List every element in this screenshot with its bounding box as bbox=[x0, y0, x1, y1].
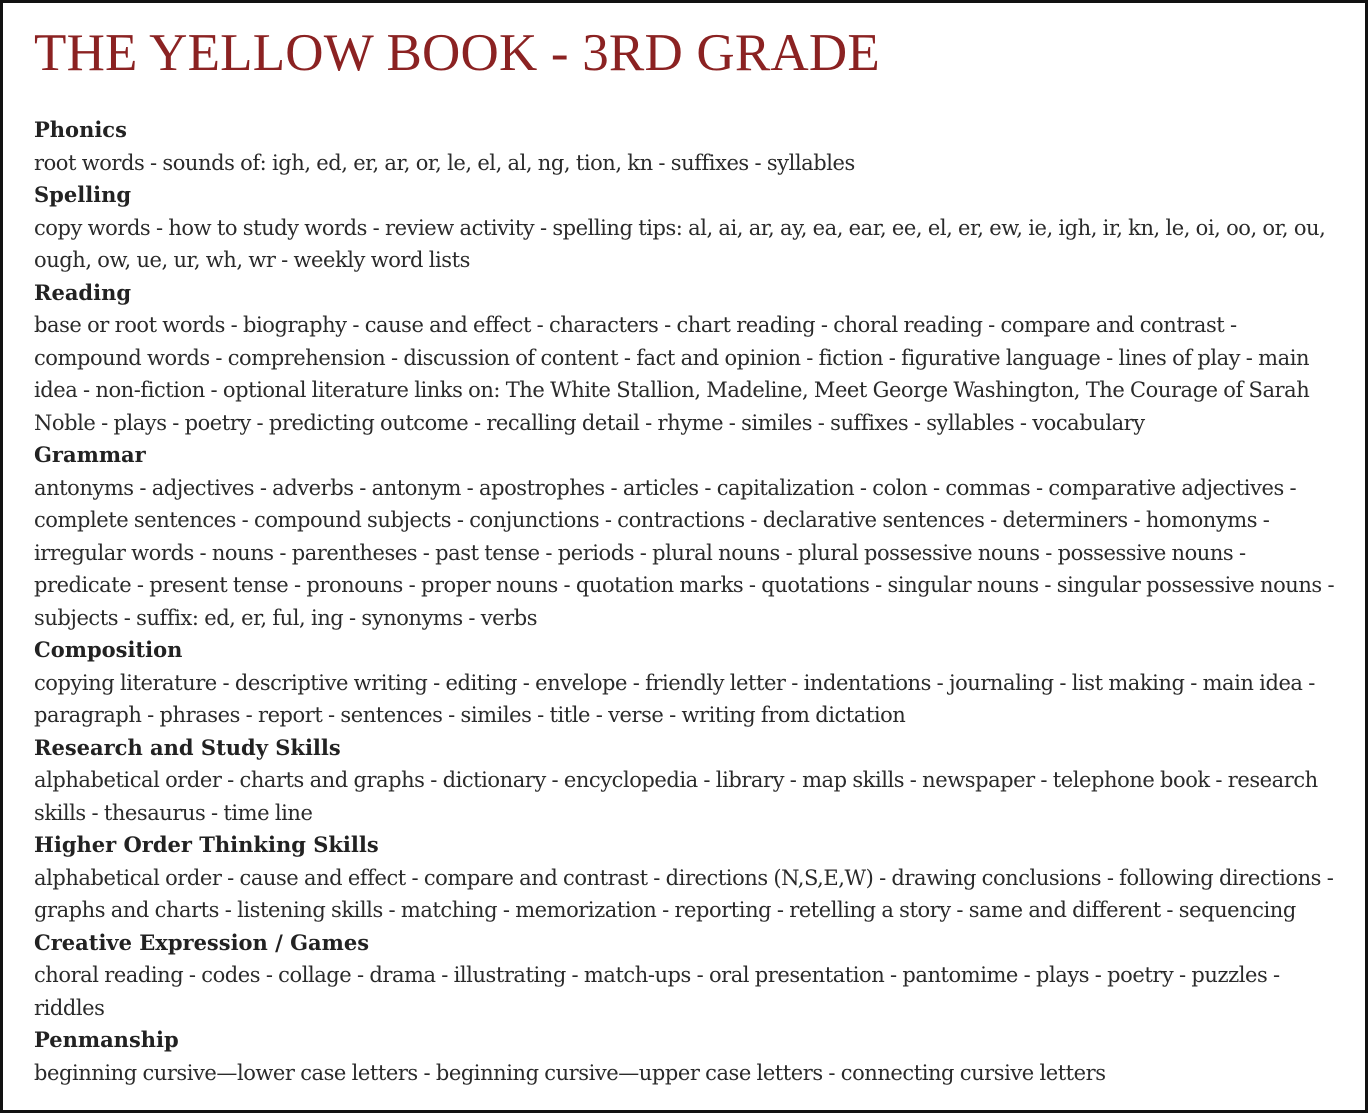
section-text: beginning cursive—lower case letters - beginning cursive—upper case letters - connecting cursive letters bbox=[34, 1060, 1106, 1085]
page-title: THE YELLOW BOOK - 3RD GRADE bbox=[34, 24, 880, 82]
section-creative-expression-games bbox=[34, 927, 1335, 1025]
section-heading: Phonics bbox=[34, 117, 127, 142]
section-higher-order-thinking-skills bbox=[34, 829, 1335, 927]
section-composition bbox=[34, 634, 1335, 732]
section-heading: Research and Study Skills bbox=[34, 734, 341, 760]
section-text: copying literature - descriptive writing - editing - envelope - friendly letter - indentations - journaling - list making - main idea - paragraph - phrases - report - sentences - similes - title - verse - writing from dictation bbox=[34, 670, 1315, 727]
section-heading: Grammar bbox=[34, 442, 146, 467]
section-research-and-study-skills bbox=[34, 732, 1335, 830]
section-text: alphabetical order - charts and graphs - dictionary - encyclopedia - library - map skills - newspaper - telephone book - research skills - thesaurus - time line bbox=[34, 768, 1318, 825]
section-penmanship bbox=[34, 1024, 1335, 1089]
section-spelling bbox=[34, 179, 1335, 277]
section-text: base or root words - biography - cause and effect - characters - chart reading - choral reading - compare and contrast - compound words - comprehension - discussion of content - fact and opinion - fiction - figurative language - lines of play - main idea - non-fiction - optional literature links on: The White Stallion, Madeline, Meet George Washington, The Courage of Sarah Noble - plays - poetry - predicting outcome - recalling detail - rhyme - similes - suffixes - syllables - vocabulary bbox=[34, 313, 1310, 435]
section-text: root words - sounds of: igh, ed, er, ar, or, le, el, al, ng, tion, kn - suffixes - syllables bbox=[34, 150, 855, 175]
section-phonics bbox=[34, 114, 1335, 179]
section-heading: Composition bbox=[34, 637, 183, 662]
section-heading: Higher Order Thinking Skills bbox=[34, 832, 379, 857]
section-heading: Spelling bbox=[34, 182, 132, 207]
section-heading: Reading bbox=[34, 279, 132, 305]
section-heading: Creative Expression / Games bbox=[34, 929, 370, 955]
section-heading: Penmanship bbox=[34, 1027, 179, 1052]
section-grammar bbox=[34, 439, 1335, 634]
section-text: copy words - how to study words - review activity - spelling tips: al, ai, ar, ay, ea, ear, ee, el, er, ew, ie, igh, ir, kn, le, oi, oo, or, ou, ough, ow, ue, ur, wh, wr - weekly word lists bbox=[34, 215, 1326, 272]
section-text: antonyms - adjectives - adverbs - antonym - apostrophes - articles - capitalization - colon - commas - comparative adjectives - complete sentences - compound subjects - conjunctions - contractions - declarative sentences - determiners - homonyms - irregular words - nouns - parentheses - past tense - periods - plural nouns - plural possessive nouns - possessive nouns - predicate - present tense - pronouns - proper nouns - quotation marks - quotations - singular nouns - singular possessive nouns - subjects - suffix: ed, er, ful, ing - synonyms - verbs bbox=[34, 475, 1335, 630]
section-reading bbox=[34, 277, 1335, 440]
section-text: choral reading - codes - collage - drama - illustrating - match-ups - oral presentation - pantomime - plays - poetry - puzzles - riddles bbox=[34, 963, 1280, 1020]
section-text: alphabetical order - cause and effect - compare and contrast - directions (N,S,E,W) - drawing conclusions - following directions - graphs and charts - listening skills - matching - memorization - reporting - retelling a story - same and different - sequencing bbox=[34, 865, 1334, 922]
